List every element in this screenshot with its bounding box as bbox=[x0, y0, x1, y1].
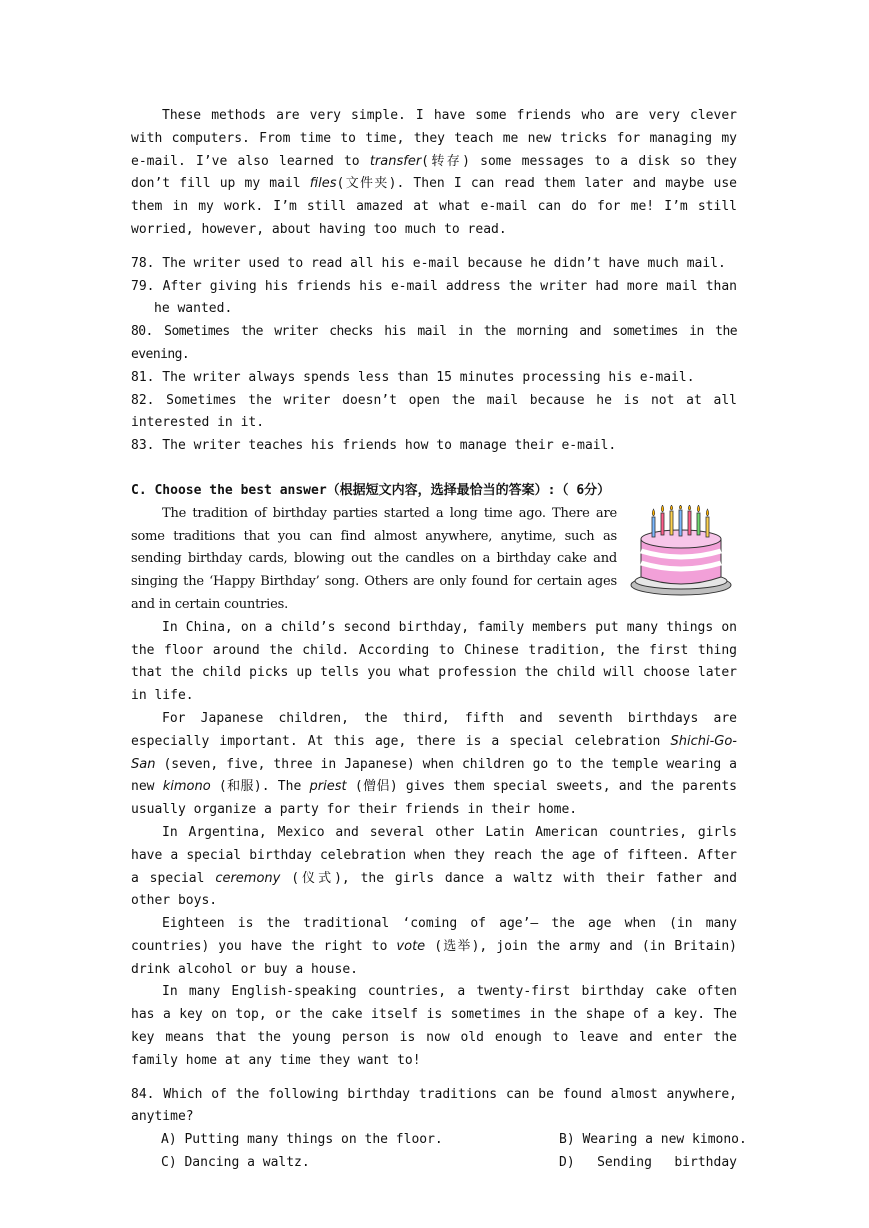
text: (转存) some messages to a disk so they don’t fill up my mail bbox=[131, 153, 737, 192]
option-d-word-2: birthday bbox=[674, 1155, 737, 1171]
statement-78: 78. The writer used to read all his e-mail because he didn’t have much mail. bbox=[131, 255, 726, 271]
text: (僧侣) gives them special sweets, and the parents usually organize a party for their friends in their home. bbox=[131, 779, 738, 818]
term-shichi-go-san: Shichi-Go-San bbox=[131, 733, 737, 772]
passage-c-paragraph-1 bbox=[131, 503, 737, 617]
passage-c-paragraph-2: In China, on a child’s second birthday, family members put many things on the floor around the child. According to Chinese tradition, the first thing that the child picks up tells you what profession the child will choose later in life. bbox=[131, 619, 737, 704]
term-kimono: kimono bbox=[162, 779, 211, 795]
statement-80: 80. Sometimes the writer checks his mail in the morning and sometimes in the evening. bbox=[131, 324, 737, 362]
text: These methods are very simple. I have some friends who are very clever with computers. From time to time, they teach me new tricks for managing my e-mail. I’ve also learned to bbox=[131, 108, 737, 169]
statement-83: 83. The writer teaches his friends how to manage their e-mail. bbox=[131, 438, 617, 454]
text: (和服). The bbox=[210, 779, 310, 795]
statement-82: 82. Sometimes the writer doesn’t open the mail because he is not at all interested in it. bbox=[131, 392, 737, 431]
option-d-letter: D) bbox=[559, 1155, 575, 1171]
question-84-options bbox=[131, 1129, 747, 1175]
option-d-word-1: Sending bbox=[597, 1155, 652, 1171]
term-ceremony: ceremony bbox=[215, 870, 281, 886]
text: (seven, five, three in Japanese) when children go to the temple wearing a new bbox=[131, 756, 737, 795]
passage-c-paragraph-4 bbox=[131, 822, 737, 913]
passage-c-paragraph-6: In many English-speaking countries, a twenty-first birthday cake often has a key on top, or the cake itself is sometimes in the shape of a key. The key means that the young person is now old enough to leave and enter the family home at any time they want to! bbox=[131, 984, 737, 1068]
term-vote: vote bbox=[396, 938, 426, 954]
text: The tradition of birthday parties started a long time ago. There are some traditions that you can find almost anywhere, anytime, such as sending birthday cards, blowing out the candles on a birthday cake and singing the ‘Happy Birthday’ song. Others are only found for certain ages and in certain countries. bbox=[131, 505, 617, 612]
question-84-stem: 84. Which of the following birthday traditions can be found almost anywhere, anytime? bbox=[131, 1086, 737, 1125]
statement-81: 81. The writer always spends less than 15 minutes processing his e-mail. bbox=[131, 369, 695, 385]
term-files: files bbox=[309, 176, 337, 192]
option-b: B) Wearing a new kimono. bbox=[559, 1132, 747, 1148]
birthday-cake-icon bbox=[625, 505, 737, 601]
passage-paragraph bbox=[131, 105, 737, 242]
statement-79: 79. After giving his friends his e-mail address the writer had more mail than he wanted. bbox=[131, 278, 737, 317]
term-transfer: transfer bbox=[369, 153, 422, 169]
document-page bbox=[131, 105, 747, 1175]
option-a: A) Putting many things on the floor. bbox=[161, 1132, 443, 1148]
text: For Japanese children, the third, fifth and seventh birthdays are especially important. At this age, there is a special celebration bbox=[131, 710, 737, 749]
term-priest: priest bbox=[309, 779, 347, 795]
text: (仪式), the girls dance a waltz with their father and other boys. bbox=[131, 870, 737, 909]
passage-c-paragraph-3 bbox=[131, 708, 737, 822]
option-d bbox=[559, 1152, 737, 1175]
text: In Argentina, Mexico and several other Latin American countries, girls have a special birthday celebration when they reach the age of fifteen. After a special bbox=[131, 824, 737, 886]
option-c: C) Dancing a waltz. bbox=[161, 1155, 310, 1171]
section-c-title: C. Choose the best answer（根据短文内容，选择最恰当的答案）:（ 6分） bbox=[131, 482, 611, 498]
text: (文件夹). Then I can read them later and maybe use them in my work. I’m still amazed at what e-mail can do for me! I’m still worried, however, about having too much to read. bbox=[131, 176, 738, 237]
text: Eighteen is the traditional ‘coming of age’— the age when (in many countries) you have the right to bbox=[131, 916, 737, 954]
text: (选举), join the army and (in Britain) drink alcohol or buy a house. bbox=[131, 938, 737, 977]
passage-c-paragraph-5 bbox=[131, 913, 737, 981]
